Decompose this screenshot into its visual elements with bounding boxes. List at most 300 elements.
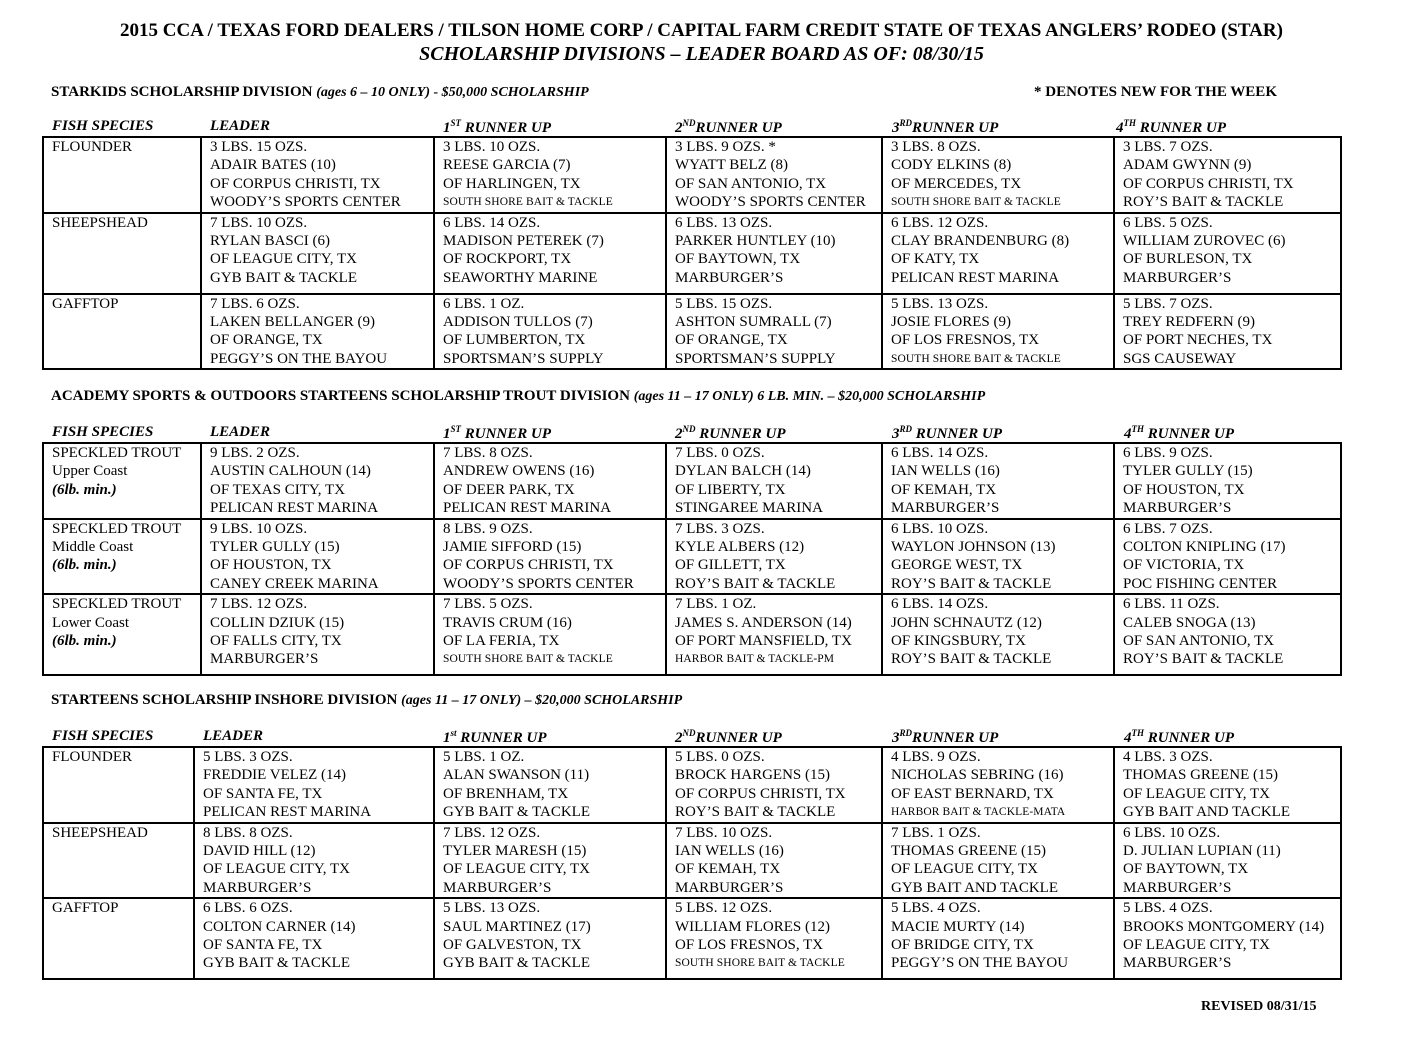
header-rank-text: RUNNER UP	[695, 426, 786, 442]
angler-name: ADAM GWYNN (9)	[1123, 157, 1252, 174]
angler-hometown: OF LIBERTY, TX	[675, 481, 786, 498]
table-row	[43, 213, 1341, 294]
species-name: FLOUNDER	[52, 139, 133, 155]
catch-weight: 7 LBS. 5 OZS.	[443, 596, 533, 613]
revised-date: REVISED 08/31/15	[1201, 999, 1317, 1014]
catch-weight: 5 LBS. 7 OZS.	[1123, 295, 1213, 312]
weigh-station: MARBURGER’S	[1123, 500, 1232, 517]
runner-up-cell	[666, 898, 882, 979]
catch-weight: 7 LBS. 0 OZS.	[675, 445, 765, 461]
catch-weight: 5 LBS. 0 OZS.	[675, 749, 765, 765]
catch-weight: 6 LBS. 9 OZS.	[1123, 445, 1213, 461]
angler-hometown: OF BAYTOWN, TX	[1123, 861, 1249, 878]
weigh-station: MARBURGER’S	[1123, 879, 1232, 896]
runner-up-cell	[666, 594, 882, 675]
header-runner-up-4	[1124, 728, 1234, 747]
runner-up-cell	[1114, 823, 1341, 899]
angler-name: TYLER GULLY (15)	[1123, 463, 1253, 480]
weigh-station: ROY’S BAIT & TACKLE	[891, 575, 1052, 592]
header-runner-up-1	[443, 118, 551, 137]
angler-name: CLAY BRANDENBURG (8)	[891, 233, 1070, 250]
runner-up-cell	[434, 294, 666, 370]
runner-up-cell	[882, 823, 1114, 899]
division-name: STARKIDS SCHOLARSHIP DIVISION	[51, 84, 313, 100]
header-rank-text: RUNNER UP	[456, 730, 547, 746]
header-rank-suffix: ST	[450, 118, 462, 128]
table-row	[43, 747, 1341, 823]
angler-hometown: OF LEAGUE CITY, TX	[1123, 937, 1270, 954]
angler-name: JAMIE SIFFORD (15)	[443, 539, 582, 556]
header-rank-number: 4	[1124, 426, 1132, 442]
angler-name: NICHOLAS SEBRING (16)	[891, 767, 1064, 784]
angler-name: MACIE MURTY (14)	[891, 918, 1025, 935]
catch-weight: 6 LBS. 14 OZS.	[891, 596, 989, 613]
leader-cell	[201, 294, 434, 370]
angler-hometown: OF TEXAS CITY, TX	[210, 481, 346, 498]
angler-name: ADAIR BATES (10)	[210, 157, 336, 174]
header-runner-up-4	[1124, 424, 1234, 443]
table-row	[43, 823, 1341, 899]
species-cell	[43, 747, 194, 823]
species-name: SHEEPSHEAD	[52, 214, 148, 231]
runner-up-cell	[882, 294, 1114, 370]
catch-weight: 3 LBS. 8 OZS.	[891, 139, 981, 155]
division-name: ACADEMY SPORTS & OUTDOORS STARTEENS SCHOLARSHIP TROUT DIVISION	[51, 388, 630, 404]
angler-name: JAMES S. ANDERSON (14)	[675, 614, 852, 631]
weigh-station: MARBURGER’S	[675, 879, 784, 896]
header-rank-number: 3	[892, 426, 900, 442]
angler-name: AUSTIN CALHOUN (14)	[210, 463, 371, 480]
weigh-station: SOUTH SHORE BAIT & TACKLE	[443, 653, 613, 666]
angler-hometown: OF BRIDGE CITY, TX	[891, 937, 1034, 954]
species-name: SHEEPSHEAD	[52, 824, 148, 841]
header-rank-text: RUNNER UP	[695, 730, 782, 746]
header-rank-suffix: ST	[450, 424, 462, 434]
angler-hometown: OF SANTA FE, TX	[203, 785, 323, 802]
runner-up-cell	[882, 519, 1114, 595]
header-rank-text: RUNNER UP	[912, 120, 999, 136]
runner-up-cell	[666, 747, 882, 823]
species-minimum: (6lb. min.)	[52, 633, 117, 650]
weigh-station: ROY’S BAIT & TACKLE	[1123, 194, 1284, 211]
angler-name: ANDREW OWENS (16)	[443, 463, 595, 480]
runner-up-cell	[882, 137, 1114, 213]
angler-name: WILLIAM ZUROVEC (6)	[1123, 233, 1286, 250]
division-heading	[51, 692, 682, 709]
header-rank-suffix: TH	[1131, 424, 1144, 434]
species-cell	[43, 519, 201, 595]
angler-name: PARKER HUNTLEY (10)	[675, 233, 836, 250]
angler-name: TYLER MARESH (15)	[443, 843, 587, 860]
runner-up-cell	[666, 213, 882, 294]
weigh-station: SOUTH SHORE BAIT & TACKLE	[891, 196, 1061, 209]
header-rank-number: 4	[1124, 730, 1132, 746]
weigh-station: GYB BAIT & TACKLE	[443, 955, 590, 972]
weigh-station: PELICAN REST MARINA	[891, 269, 1060, 286]
angler-name: COLTON KNIPLING (17)	[1123, 539, 1286, 556]
runner-up-cell	[434, 443, 666, 519]
runner-up-cell	[434, 823, 666, 899]
angler-hometown: OF LEAGUE CITY, TX	[891, 861, 1038, 878]
leader-cell	[194, 747, 434, 823]
runner-up-cell	[1114, 443, 1341, 519]
weigh-station: MARBURGER’S	[891, 500, 1000, 517]
weigh-station: SOUTH SHORE BAIT & TACKLE	[891, 352, 1061, 365]
table-row	[43, 519, 1341, 595]
species-name: SPECKLED TROUT	[52, 520, 182, 537]
angler-name: COLTON CARNER (14)	[203, 918, 356, 935]
header-rank-suffix: RD	[899, 728, 913, 738]
header-rank-suffix: ND	[682, 424, 696, 434]
weigh-station: WOODY’S SPORTS CENTER	[443, 575, 634, 592]
runner-up-cell	[1114, 213, 1341, 294]
catch-weight: 5 LBS. 12 OZS.	[675, 900, 773, 917]
runner-up-cell	[666, 519, 882, 595]
species-region: Middle Coast	[52, 539, 134, 556]
angler-hometown: OF LUMBERTON, TX	[443, 332, 586, 349]
header-runner-up-3	[892, 118, 998, 137]
angler-name: JOSIE FLORES (9)	[891, 314, 1012, 331]
angler-name: RYLAN BASCI (6)	[210, 233, 331, 250]
angler-hometown: OF HOUSTON, TX	[1123, 481, 1245, 498]
catch-weight: 5 LBS. 13 OZS.	[443, 900, 541, 917]
weigh-station: HARBOR BAIT & TACKLE-MATA	[891, 806, 1066, 819]
division-name: STARTEENS SCHOLARSHIP INSHORE DIVISION	[51, 692, 398, 708]
runner-up-cell	[434, 213, 666, 294]
header-runner-up-3	[892, 424, 1002, 443]
species-minimum: (6lb. min.)	[52, 481, 117, 498]
header-rank-suffix: TH	[1131, 728, 1144, 738]
angler-name: DAVID HILL (12)	[203, 843, 316, 860]
header-rank-text: RUNNER UP	[461, 120, 552, 136]
catch-weight: 6 LBS. 10 OZS.	[891, 520, 989, 537]
angler-name: ASHTON SUMRALL (7)	[675, 314, 832, 331]
leader-cell	[201, 443, 434, 519]
weigh-station: SPORTSMAN’S SUPPLY	[443, 350, 604, 367]
angler-hometown: OF BRENHAM, TX	[443, 785, 569, 802]
leader-cell	[194, 823, 434, 899]
header-rank-suffix: RD	[899, 118, 913, 128]
angler-hometown: OF ORANGE, TX	[675, 332, 788, 349]
runner-up-cell	[666, 443, 882, 519]
weigh-station: GYB BAIT AND TACKLE	[1123, 804, 1290, 821]
catch-weight: 3 LBS. 10 OZS.	[443, 139, 541, 155]
weigh-station: CANEY CREEK MARINA	[210, 575, 379, 592]
header-runner-up-1	[443, 728, 547, 747]
angler-name: IAN WELLS (16)	[891, 463, 1000, 480]
weigh-station: PEGGY’S ON THE BAYOU	[891, 955, 1069, 972]
species-cell	[43, 294, 201, 370]
catch-weight: 6 LBS. 1 OZ.	[443, 295, 525, 312]
header-runner-up-2	[675, 424, 786, 443]
angler-hometown: OF BURLESON, TX	[1123, 251, 1253, 268]
species-name: SPECKLED TROUT	[52, 596, 182, 613]
runner-up-cell	[666, 294, 882, 370]
angler-hometown: OF FALLS CITY, TX	[210, 633, 342, 650]
runner-up-cell	[1114, 594, 1341, 675]
header-rank-number: 3	[892, 730, 900, 746]
header-rank-number: 1	[443, 120, 451, 136]
runner-up-cell	[666, 823, 882, 899]
angler-name: THOMAS GREENE (15)	[1123, 767, 1278, 784]
catch-weight: 5 LBS. 1 OZ.	[443, 749, 525, 765]
runner-up-cell	[1114, 898, 1341, 979]
runner-up-cell	[434, 594, 666, 675]
angler-name: BROOKS MONTGOMERY (14)	[1123, 918, 1325, 935]
angler-name: LAKEN BELLANGER (9)	[210, 314, 375, 331]
header-rank-text: RUNNER UP	[912, 426, 1003, 442]
catch-weight: 3 LBS. 9 OZS. *	[675, 139, 776, 155]
header-rank-text: RUNNER UP	[1144, 426, 1235, 442]
runner-up-cell	[1114, 294, 1341, 370]
catch-weight: 6 LBS. 11 OZS.	[1123, 596, 1220, 613]
header-rank-text: RUNNER UP	[912, 730, 999, 746]
weigh-station: MARBURGER’S	[210, 651, 319, 668]
header-rank-number: 2	[675, 730, 683, 746]
leader-cell	[194, 898, 434, 979]
header-rank-number: 2	[675, 426, 683, 442]
angler-hometown: GEORGE WEST, TX	[891, 557, 1023, 574]
angler-name: ADDISON TULLOS (7)	[443, 314, 593, 331]
division-subtitle: (ages 11 – 17 ONLY) – $20,000 SCHOLARSHIP	[401, 693, 683, 708]
angler-name: TREY REDFERN (9)	[1123, 314, 1255, 331]
catch-weight: 7 LBS. 12 OZS.	[210, 596, 308, 613]
division-subtitle: (ages 6 – 10 ONLY) - $50,000 SCHOLARSHIP	[316, 85, 589, 100]
angler-hometown: OF KATY, TX	[891, 251, 980, 268]
weigh-station: GYB BAIT & TACKLE	[443, 804, 590, 821]
angler-hometown: OF EAST BERNARD, TX	[891, 785, 1054, 802]
document-title: 2015 CCA / TEXAS FORD DEALERS / TILSON HOME CORP / CAPITAL FARM CREDIT STATE OF TEXAS ANGLERS’ RODEO (STAR)	[120, 20, 1283, 41]
angler-name: JOHN SCHNAUTZ (12)	[891, 614, 1042, 631]
runner-up-cell	[434, 898, 666, 979]
species-name: GAFFTOP	[52, 900, 119, 917]
header-rank-text: RUNNER UP	[461, 426, 552, 442]
angler-hometown: OF GILLETT, TX	[675, 557, 786, 574]
division-subtitle: (ages 11 – 17 ONLY) 6 LB. MIN. – $20,000 SCHOLARSHIP	[633, 389, 986, 404]
angler-hometown: OF CORPUS CHRISTI, TX	[1123, 175, 1294, 192]
catch-weight: 9 LBS. 2 OZS.	[210, 445, 300, 461]
angler-name: BROCK HARGENS (15)	[675, 767, 831, 784]
catch-weight: 5 LBS. 4 OZS.	[891, 900, 981, 917]
header-runner-up-3	[892, 728, 998, 747]
weigh-station: PELICAN REST MARINA	[210, 500, 379, 517]
angler-hometown: OF DEER PARK, TX	[443, 481, 575, 498]
table-row	[43, 443, 1341, 519]
header-rank-suffix: TH	[1123, 118, 1136, 128]
leaderboard-table	[42, 136, 1342, 370]
catch-weight: 7 LBS. 10 OZS.	[675, 824, 773, 841]
weigh-station: SGS CAUSEWAY	[1123, 350, 1237, 367]
runner-up-cell	[882, 898, 1114, 979]
species-cell	[43, 823, 194, 899]
angler-hometown: OF ORANGE, TX	[210, 332, 323, 349]
catch-weight: 7 LBS. 6 OZS.	[210, 295, 300, 312]
weigh-station: ROY’S BAIT & TACKLE	[1123, 651, 1284, 668]
catch-weight: 8 LBS. 8 OZS.	[203, 824, 293, 841]
catch-weight: 3 LBS. 7 OZS.	[1123, 139, 1213, 155]
weigh-station: GYB BAIT AND TACKLE	[891, 879, 1058, 896]
catch-weight: 9 LBS. 10 OZS.	[210, 520, 308, 537]
angler-hometown: OF CORPUS CHRISTI, TX	[443, 557, 614, 574]
species-region: Upper Coast	[52, 463, 128, 480]
species-cell	[43, 898, 194, 979]
angler-name: SAUL MARTINEZ (17)	[443, 918, 591, 935]
runner-up-cell	[882, 594, 1114, 675]
angler-name: REESE GARCIA (7)	[443, 157, 571, 174]
runner-up-cell	[434, 519, 666, 595]
species-name: GAFFTOP	[52, 295, 119, 312]
angler-hometown: OF LEAGUE CITY, TX	[1123, 785, 1270, 802]
weigh-station: WOODY’S SPORTS CENTER	[675, 194, 866, 211]
division-heading	[51, 388, 985, 405]
catch-weight: 6 LBS. 10 OZS.	[1123, 824, 1221, 841]
angler-hometown: OF LA FERIA, TX	[443, 633, 560, 650]
weigh-station: MARBURGER’S	[443, 879, 552, 896]
new-entry-note: * DENOTES NEW FOR THE WEEK	[1034, 84, 1277, 100]
header-leader: LEADER	[210, 424, 271, 440]
angler-name: ALAN SWANSON (11)	[443, 767, 590, 784]
catch-weight: 6 LBS. 14 OZS.	[891, 445, 989, 461]
weigh-station: MARBURGER’S	[1123, 955, 1232, 972]
header-rank-number: 1	[443, 730, 451, 746]
runner-up-cell	[1114, 519, 1341, 595]
header-rank-suffix: ND	[682, 728, 696, 738]
catch-weight: 5 LBS. 3 OZS.	[203, 749, 293, 765]
weigh-station: PEGGY’S ON THE BAYOU	[210, 350, 388, 367]
runner-up-cell	[882, 443, 1114, 519]
angler-name: DYLAN BALCH (14)	[675, 463, 811, 480]
runner-up-cell	[882, 747, 1114, 823]
weigh-station: SOUTH SHORE BAIT & TACKLE	[443, 196, 613, 209]
weigh-station: MARBURGER’S	[1123, 269, 1232, 286]
weigh-station: POC FISHING CENTER	[1123, 575, 1278, 592]
angler-hometown: OF SAN ANTONIO, TX	[1123, 633, 1275, 650]
catch-weight: 7 LBS. 3 OZS.	[675, 520, 765, 537]
header-rank-number: 4	[1116, 120, 1124, 136]
species-name: SPECKLED TROUT	[52, 445, 182, 461]
angler-hometown: OF PORT NECHES, TX	[1123, 332, 1273, 349]
catch-weight: 4 LBS. 3 OZS.	[1123, 749, 1213, 765]
catch-weight: 7 LBS. 12 OZS.	[443, 824, 541, 841]
angler-name: CODY ELKINS (8)	[891, 157, 1012, 174]
angler-hometown: OF HARLINGEN, TX	[443, 175, 581, 192]
catch-weight: 6 LBS. 7 OZS.	[1123, 520, 1213, 537]
runner-up-cell	[1114, 747, 1341, 823]
catch-weight: 4 LBS. 9 OZS.	[891, 749, 981, 765]
species-cell	[43, 594, 201, 675]
division-heading	[51, 84, 589, 101]
header-runner-up-2	[675, 728, 782, 747]
runner-up-cell	[434, 137, 666, 213]
angler-name: D. JULIAN LUPIAN (11)	[1123, 843, 1281, 860]
angler-name: THOMAS GREENE (15)	[891, 843, 1046, 860]
weigh-station: ROY’S BAIT & TACKLE	[675, 575, 836, 592]
weigh-station: ROY’S BAIT & TACKLE	[891, 651, 1052, 668]
weigh-station: WOODY’S SPORTS CENTER	[210, 194, 401, 211]
angler-name: FREDDIE VELEZ (14)	[203, 767, 347, 784]
header-fish-species: FISH SPECIES	[52, 424, 154, 440]
header-runner-up-4	[1116, 118, 1226, 137]
species-cell	[43, 137, 201, 213]
header-rank-number: 3	[892, 120, 900, 136]
catch-weight: 6 LBS. 13 OZS.	[675, 214, 773, 231]
header-runner-up-2	[675, 118, 782, 137]
angler-hometown: OF KEMAH, TX	[675, 861, 781, 878]
angler-name: IAN WELLS (16)	[675, 843, 784, 860]
angler-name: TYLER GULLY (15)	[210, 539, 340, 556]
angler-name: TRAVIS CRUM (16)	[443, 614, 572, 631]
weigh-station: GYB BAIT & TACKLE	[203, 955, 350, 972]
runner-up-cell	[1114, 137, 1341, 213]
runner-up-cell	[666, 137, 882, 213]
angler-name: WYATT BELZ (8)	[675, 157, 789, 174]
angler-name: KYLE ALBERS (12)	[675, 539, 805, 556]
angler-name: WAYLON JOHNSON (13)	[891, 539, 1056, 556]
weigh-station: PELICAN REST MARINA	[203, 804, 372, 821]
header-fish-species: FISH SPECIES	[52, 728, 154, 744]
angler-hometown: OF BAYTOWN, TX	[675, 251, 801, 268]
species-cell	[43, 443, 201, 519]
weigh-station: HARBOR BAIT & TACKLE-PM	[675, 653, 835, 666]
angler-hometown: OF CORPUS CHRISTI, TX	[675, 785, 846, 802]
header-leader: LEADER	[210, 118, 271, 134]
header-runner-up-1	[443, 424, 551, 443]
species-cell	[43, 213, 201, 294]
angler-hometown: OF SAN ANTONIO, TX	[675, 175, 827, 192]
catch-weight: 6 LBS. 5 OZS.	[1123, 214, 1213, 231]
leader-cell	[201, 519, 434, 595]
catch-weight: 5 LBS. 13 OZS.	[891, 295, 989, 312]
header-fish-species: FISH SPECIES	[52, 118, 154, 134]
header-rank-number: 1	[443, 426, 451, 442]
species-minimum: (6lb. min.)	[52, 557, 117, 574]
header-rank-number: 2	[675, 120, 683, 136]
runner-up-cell	[434, 747, 666, 823]
catch-weight: 5 LBS. 15 OZS.	[675, 295, 773, 312]
header-rank-text: RUNNER UP	[1136, 120, 1227, 136]
header-rank-text: RUNNER UP	[695, 120, 782, 136]
angler-hometown: OF VICTORIA, TX	[1123, 557, 1245, 574]
weigh-station: SPORTSMAN’S SUPPLY	[675, 350, 836, 367]
angler-name: MADISON PETEREK (7)	[443, 233, 604, 250]
runner-up-cell	[882, 213, 1114, 294]
leaderboard-table	[42, 442, 1342, 676]
leader-cell	[201, 594, 434, 675]
species-name: FLOUNDER	[52, 749, 133, 765]
header-leader: LEADER	[203, 728, 264, 744]
angler-name: COLLIN DZIUK (15)	[210, 614, 345, 631]
angler-hometown: OF PORT MANSFIELD, TX	[675, 633, 852, 650]
weigh-station: PELICAN REST MARINA	[443, 500, 612, 517]
catch-weight: 8 LBS. 9 OZS.	[443, 520, 533, 537]
table-row	[43, 294, 1341, 370]
angler-hometown: OF SANTA FE, TX	[203, 937, 323, 954]
angler-hometown: OF GALVESTON, TX	[443, 937, 582, 954]
catch-weight: 7 LBS. 8 OZS.	[443, 445, 533, 461]
weigh-station: SEAWORTHY MARINE	[443, 269, 598, 286]
catch-weight: 7 LBS. 10 OZS.	[210, 214, 308, 231]
weigh-station: SOUTH SHORE BAIT & TACKLE	[675, 957, 845, 970]
catch-weight: 6 LBS. 14 OZS.	[443, 214, 541, 231]
angler-hometown: OF MERCEDES, TX	[891, 175, 1022, 192]
weigh-station: STINGAREE MARINA	[675, 500, 823, 517]
angler-hometown: OF HOUSTON, TX	[210, 557, 332, 574]
angler-hometown: OF CORPUS CHRISTI, TX	[210, 175, 381, 192]
angler-hometown: OF LEAGUE CITY, TX	[203, 861, 350, 878]
catch-weight: 7 LBS. 1 OZ.	[675, 596, 757, 613]
angler-hometown: OF KINGSBURY, TX	[891, 633, 1026, 650]
catch-weight: 3 LBS. 15 OZS.	[210, 139, 308, 155]
